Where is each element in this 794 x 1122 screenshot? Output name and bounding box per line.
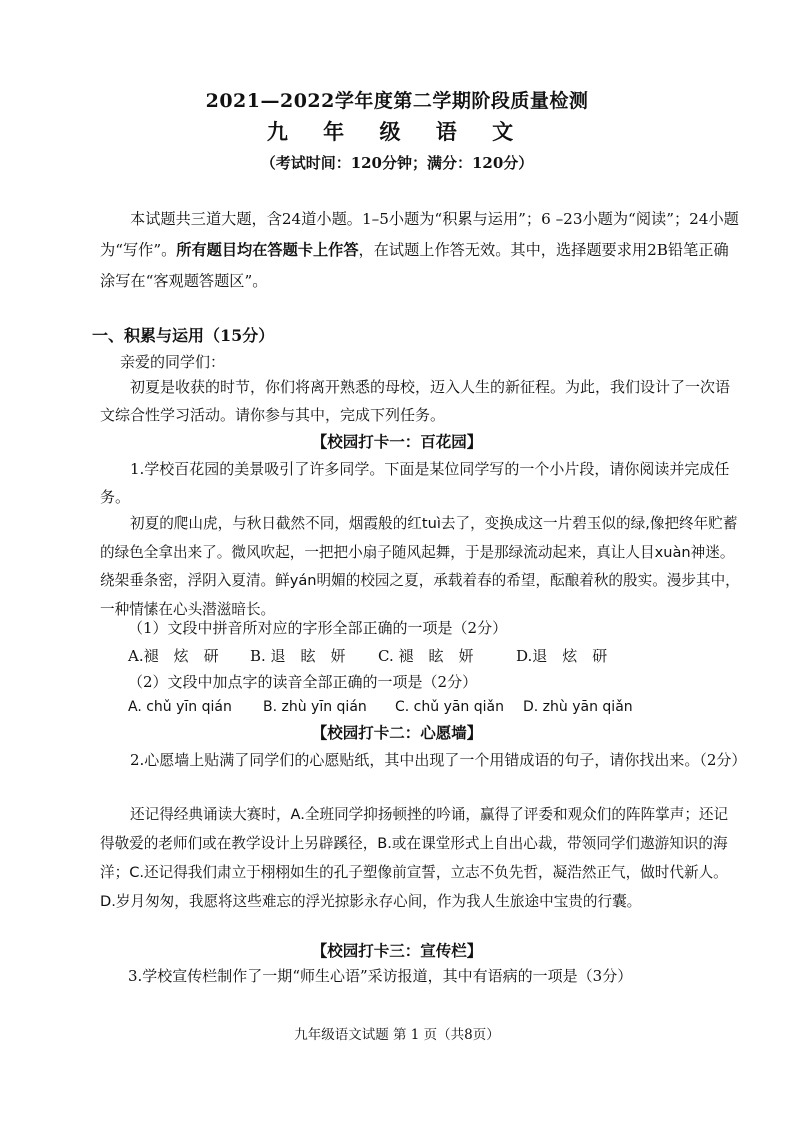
option-a: A.褪 炫 研 <box>128 647 219 665</box>
section-title: 一、积累与运用（15分） <box>92 326 275 345</box>
sub-question-1: （1）文段中拼音所对应的字形全部正确的一项是（2分） <box>128 619 508 637</box>
instructions-part3: ，在试题上作答无效。其中，选择题要求用2B铅笔正确涂写在“客观题答题区”。 <box>100 241 729 290</box>
option-d: D. zhù yān qiǎn <box>523 699 633 715</box>
card3-heading: 【校园打卡三：宣传栏】 <box>311 941 483 960</box>
option-a: A. chǔ yīn qián <box>128 699 232 715</box>
card2-heading: 【校园打卡二：心愿墙】 <box>311 723 483 742</box>
passage-1: 初夏的爬山虎，与秋日截然不同，烟霞般的红tuì去了，变换成这一片碧玉似的绿,像把终年贮蓄的绿色全拿出来了。微风吹起，一把把小扇子随风起舞，于是那绿流动起来，真让人目xuàn神迷。绕架垂条密，浮阴入夏清。鲜yán明媚的校园之夏，承载着春的希望，酝酿着秋的殷实。漫步其中，一种情愫在心头潜滋暗长。 <box>100 515 740 618</box>
instructions-part1: 本试题共三道大题，含24道小题。1–5小题为“积累与运用”；6 –23小题为“阅读”；24小题为“写作”。 <box>100 210 739 259</box>
sub1-options <box>128 645 607 666</box>
instructions-emphasis: 所有题目均在答题卡上作答 <box>176 241 359 259</box>
exam-subject: 九 年 级 语 文 <box>266 119 528 144</box>
exam-title: 2021—2022学年度第二学期阶段质量检测 <box>205 90 589 112</box>
question-1: 1.学校百花园的美景吸引了许多同学。下面是某位同学写的一个小片段，请你阅读并完成任务。 <box>100 460 730 506</box>
question-3: 3.学校宣传栏制作了一期“师生心语”采访报道，其中有语病的一项是（3分） <box>128 967 633 985</box>
exam-info: （考试时间：120分钟；满分：120分） <box>260 154 534 172</box>
sub-question-2: （2）文段中加点字的读音全部正确的一项是（2分） <box>128 673 478 691</box>
question-2: 2.心愿墙上贴满了同学们的心愿贴纸，其中出现了一个用错成语的句子，请你找出来。（2分） <box>130 751 747 769</box>
option-c: C. 褪 眩 妍 <box>378 647 474 665</box>
sub2-options <box>128 699 633 715</box>
page-footer: 九年级语文试题 第 1 页（共8页） <box>294 1027 500 1043</box>
lead-paragraph: 初夏是收获的时节，你们将离开熟悉的母校，迈入人生的新征程。为此，我们设计了一次语文综合性学习活动。请你参与其中，完成下列任务。 <box>100 378 731 424</box>
instructions <box>100 204 740 297</box>
option-d: D.退 炫 研 <box>516 647 608 665</box>
option-c: C. chǔ yān qiǎn <box>395 699 504 715</box>
option-b: B. zhù yīn qián <box>263 699 367 715</box>
card1-heading: 【校园打卡一：百花园】 <box>311 432 483 451</box>
passage-2: 还记得经典诵读大赛时，A.全班同学抑扬顿挫的吟诵，赢得了评委和观众们的阵阵掌声；还记得敬爱的老师们或在教学设计上另辟蹊径，B.或在课堂形式上自出心裁，带领同学们遨游知识的海洋；C.还记得我们肃立于栩栩如生的孔子塑像前宣誓，立志不负先哲，凝浩然正气，做时代新人。D.岁月匆匆，我愿将这些难忘的浮光掠影永存心间，作为我人生旅途中宝贵的行囊。 <box>100 806 729 910</box>
option-b: B. 退 眩 妍 <box>250 647 346 665</box>
greeting: 亲爱的同学们： <box>120 353 226 371</box>
